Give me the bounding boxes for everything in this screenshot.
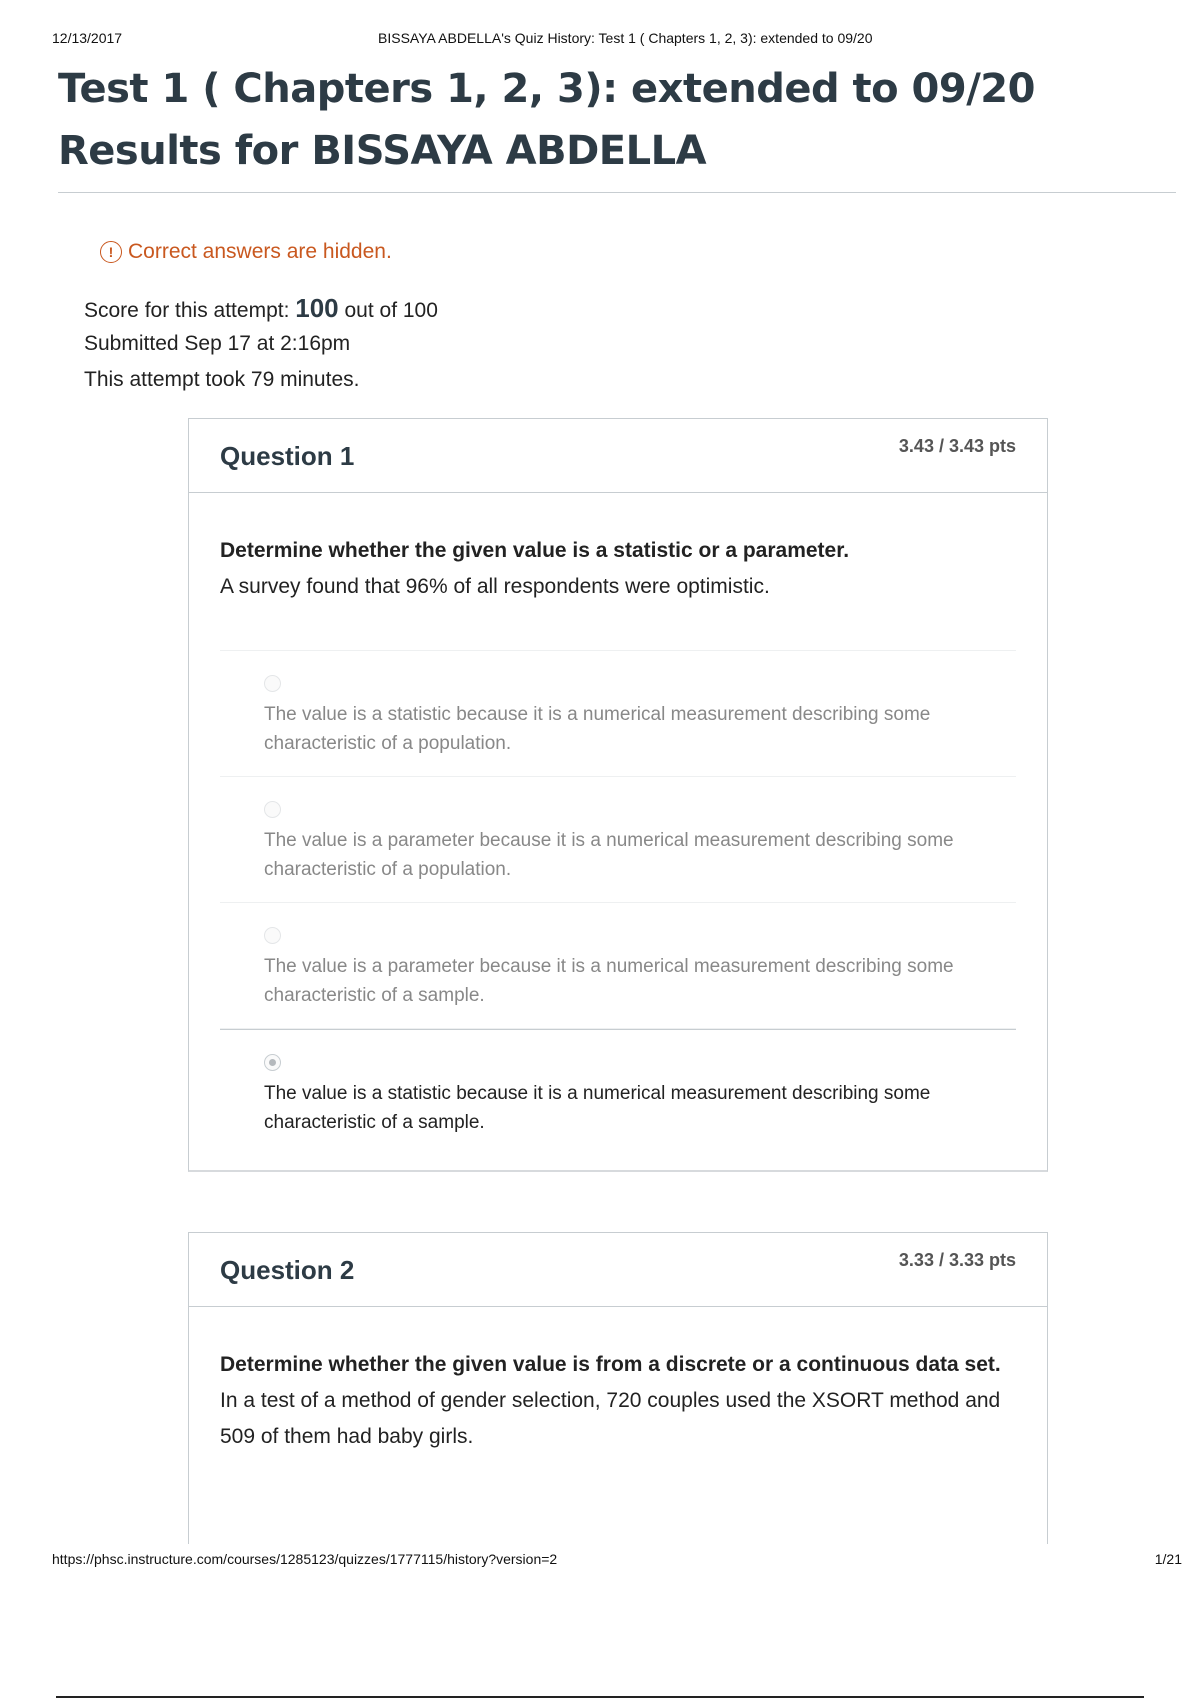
question-text: In a test of a method of gender selection, 720 couples used the XSORT method and 509 of them had baby girls. [220,1389,1001,1448]
exclamation-circle-icon: ! [100,241,122,263]
score-line [84,290,438,326]
radio-button [264,927,281,944]
question-card-2 [188,1232,1048,1544]
print-date: 12/13/2017 [52,30,123,46]
answer-text: The value is a parameter because it is a numerical measurement describing some characteristic of a population. [264,830,954,880]
question-header [189,1233,1047,1307]
answer-option-2 [220,777,1016,903]
attempt-summary [84,290,438,398]
question-body [189,493,1047,1155]
question-points: 3.43 / 3.43 pts [898,436,1016,456]
duration-line: This attempt took 79 minutes. [84,368,360,391]
print-footer [52,1551,1182,1573]
answer-text: The value is a statistic because it is a numerical measurement describing some characteristic of a population. [264,704,931,754]
answer-text: The value is a statistic because it is a numerical measurement describing some characteristic of a sample. [264,1083,931,1133]
answer-option-1 [220,651,1016,777]
question-title: Question 1 [220,441,355,471]
radio-button [264,675,281,692]
page-url: https://phsc.instructure.com/courses/1285123/quizzes/1777115/history?version=2 [52,1551,558,1567]
submitted-line: Submitted Sep 17 at 2:16pm [84,332,351,355]
radio-button-selected [264,1054,281,1071]
question-points: 3.33 / 3.33 pts [898,1250,1016,1270]
question-prompt: Determine whether the given value is a statistic or a parameter. [220,539,850,562]
score-value: 100 [295,293,339,323]
radio-button [264,801,281,818]
print-document-title: BISSAYA ABDELLA's Quiz History: Test 1 ( Chapters 1, 2, 3): extended to 09/20 [378,30,873,46]
answer-option-4-selected [220,1029,1016,1155]
notice-text: Correct answers are hidden. [128,240,392,263]
bottom-divider [56,1696,1144,1698]
question-text: A survey found that 96% of all respondents were optimistic. [220,575,770,598]
page-number: 1/21 [1154,1551,1182,1567]
question-body [189,1307,1047,1455]
page-title: Test 1 ( Chapters 1, 2, 3): extended to 09/20 Results for BISSAYA ABDELLA [58,66,1035,174]
question-card-1 [188,418,1048,1172]
answer-option-3 [220,903,1016,1029]
score-prefix: Score for this attempt: [84,299,290,322]
question-header [189,419,1047,493]
answer-list [220,650,1016,1155]
score-suffix: out of 100 [344,299,438,322]
question-title: Question 2 [220,1255,355,1285]
correct-answers-hidden-notice [100,240,392,264]
print-header [52,30,1182,52]
answer-text: The value is a parameter because it is a numerical measurement describing some characteristic of a sample. [264,956,954,1006]
title-divider [58,192,1176,193]
question-prompt: Determine whether the given value is from a discrete or a continuous data set. [220,1353,1001,1376]
